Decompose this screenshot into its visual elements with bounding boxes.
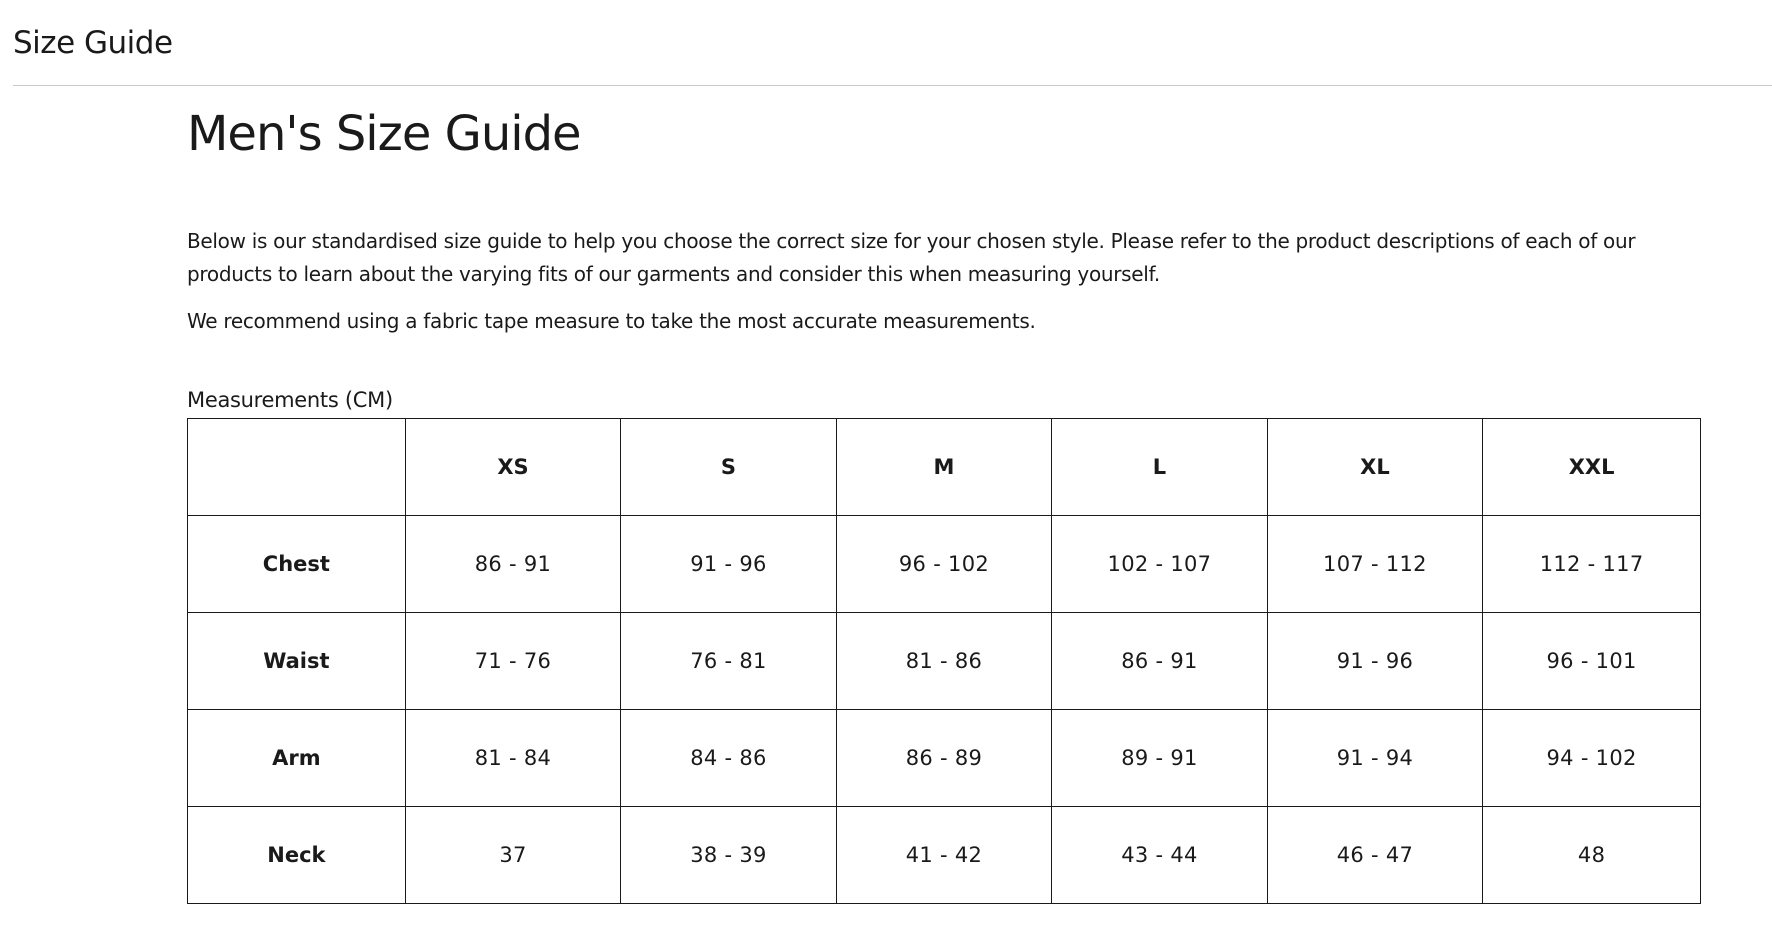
page-header	[13, 0, 1772, 86]
table-cell: 38 - 39	[621, 807, 836, 904]
table-cell: 96 - 101	[1483, 613, 1701, 710]
row-header-waist: Waist	[188, 613, 406, 710]
table-cell: 107 - 112	[1267, 516, 1482, 613]
table-row-waist	[188, 613, 1701, 710]
table-caption: Measurements (CM)	[187, 388, 393, 412]
table-cell: 46 - 47	[1267, 807, 1482, 904]
table-cell: 84 - 86	[621, 710, 836, 807]
table-cell: 37	[405, 807, 620, 904]
table-row-chest	[188, 516, 1701, 613]
row-header-arm: Arm	[188, 710, 406, 807]
table-cell: 86 - 91	[1052, 613, 1267, 710]
column-header-xxl: XXL	[1483, 419, 1701, 516]
table-cell: 86 - 89	[836, 710, 1051, 807]
table-cell: 96 - 102	[836, 516, 1051, 613]
size-table	[187, 418, 1701, 904]
intro-paragraph: Below is our standardised size guide to help you choose the correct size for your chosen style. Please refer to the product descriptions of each of our products to learn about the varying fits of our garments and consider this when measuring yourself.	[187, 229, 1636, 286]
table-cell: 91 - 96	[621, 516, 836, 613]
table-cell: 102 - 107	[1052, 516, 1267, 613]
column-header-xl: XL	[1267, 419, 1482, 516]
table-cell: 91 - 96	[1267, 613, 1482, 710]
table-row-neck	[188, 807, 1701, 904]
column-header-xs: XS	[405, 419, 620, 516]
table-cell: 81 - 84	[405, 710, 620, 807]
table-cell: 112 - 117	[1483, 516, 1701, 613]
column-header-m: M	[836, 419, 1051, 516]
table-cell: 89 - 91	[1052, 710, 1267, 807]
table-cell: 94 - 102	[1483, 710, 1701, 807]
page-header-title: Size Guide	[13, 25, 173, 61]
table-row-arm	[188, 710, 1701, 807]
recommendation-paragraph: We recommend using a fabric tape measure to take the most accurate measurements.	[187, 309, 1036, 333]
table-cell: 76 - 81	[621, 613, 836, 710]
page-title: Men's Size Guide	[187, 106, 581, 162]
table-cell: 48	[1483, 807, 1701, 904]
table-cell: 71 - 76	[405, 613, 620, 710]
table-cell: 81 - 86	[836, 613, 1051, 710]
table-corner-cell	[188, 419, 406, 516]
column-header-s: S	[621, 419, 836, 516]
row-header-neck: Neck	[188, 807, 406, 904]
table-cell: 43 - 44	[1052, 807, 1267, 904]
table-cell: 91 - 94	[1267, 710, 1482, 807]
table-header-row	[188, 419, 1701, 516]
row-header-chest: Chest	[188, 516, 406, 613]
column-header-l: L	[1052, 419, 1267, 516]
table-cell: 86 - 91	[405, 516, 620, 613]
table-cell: 41 - 42	[836, 807, 1051, 904]
